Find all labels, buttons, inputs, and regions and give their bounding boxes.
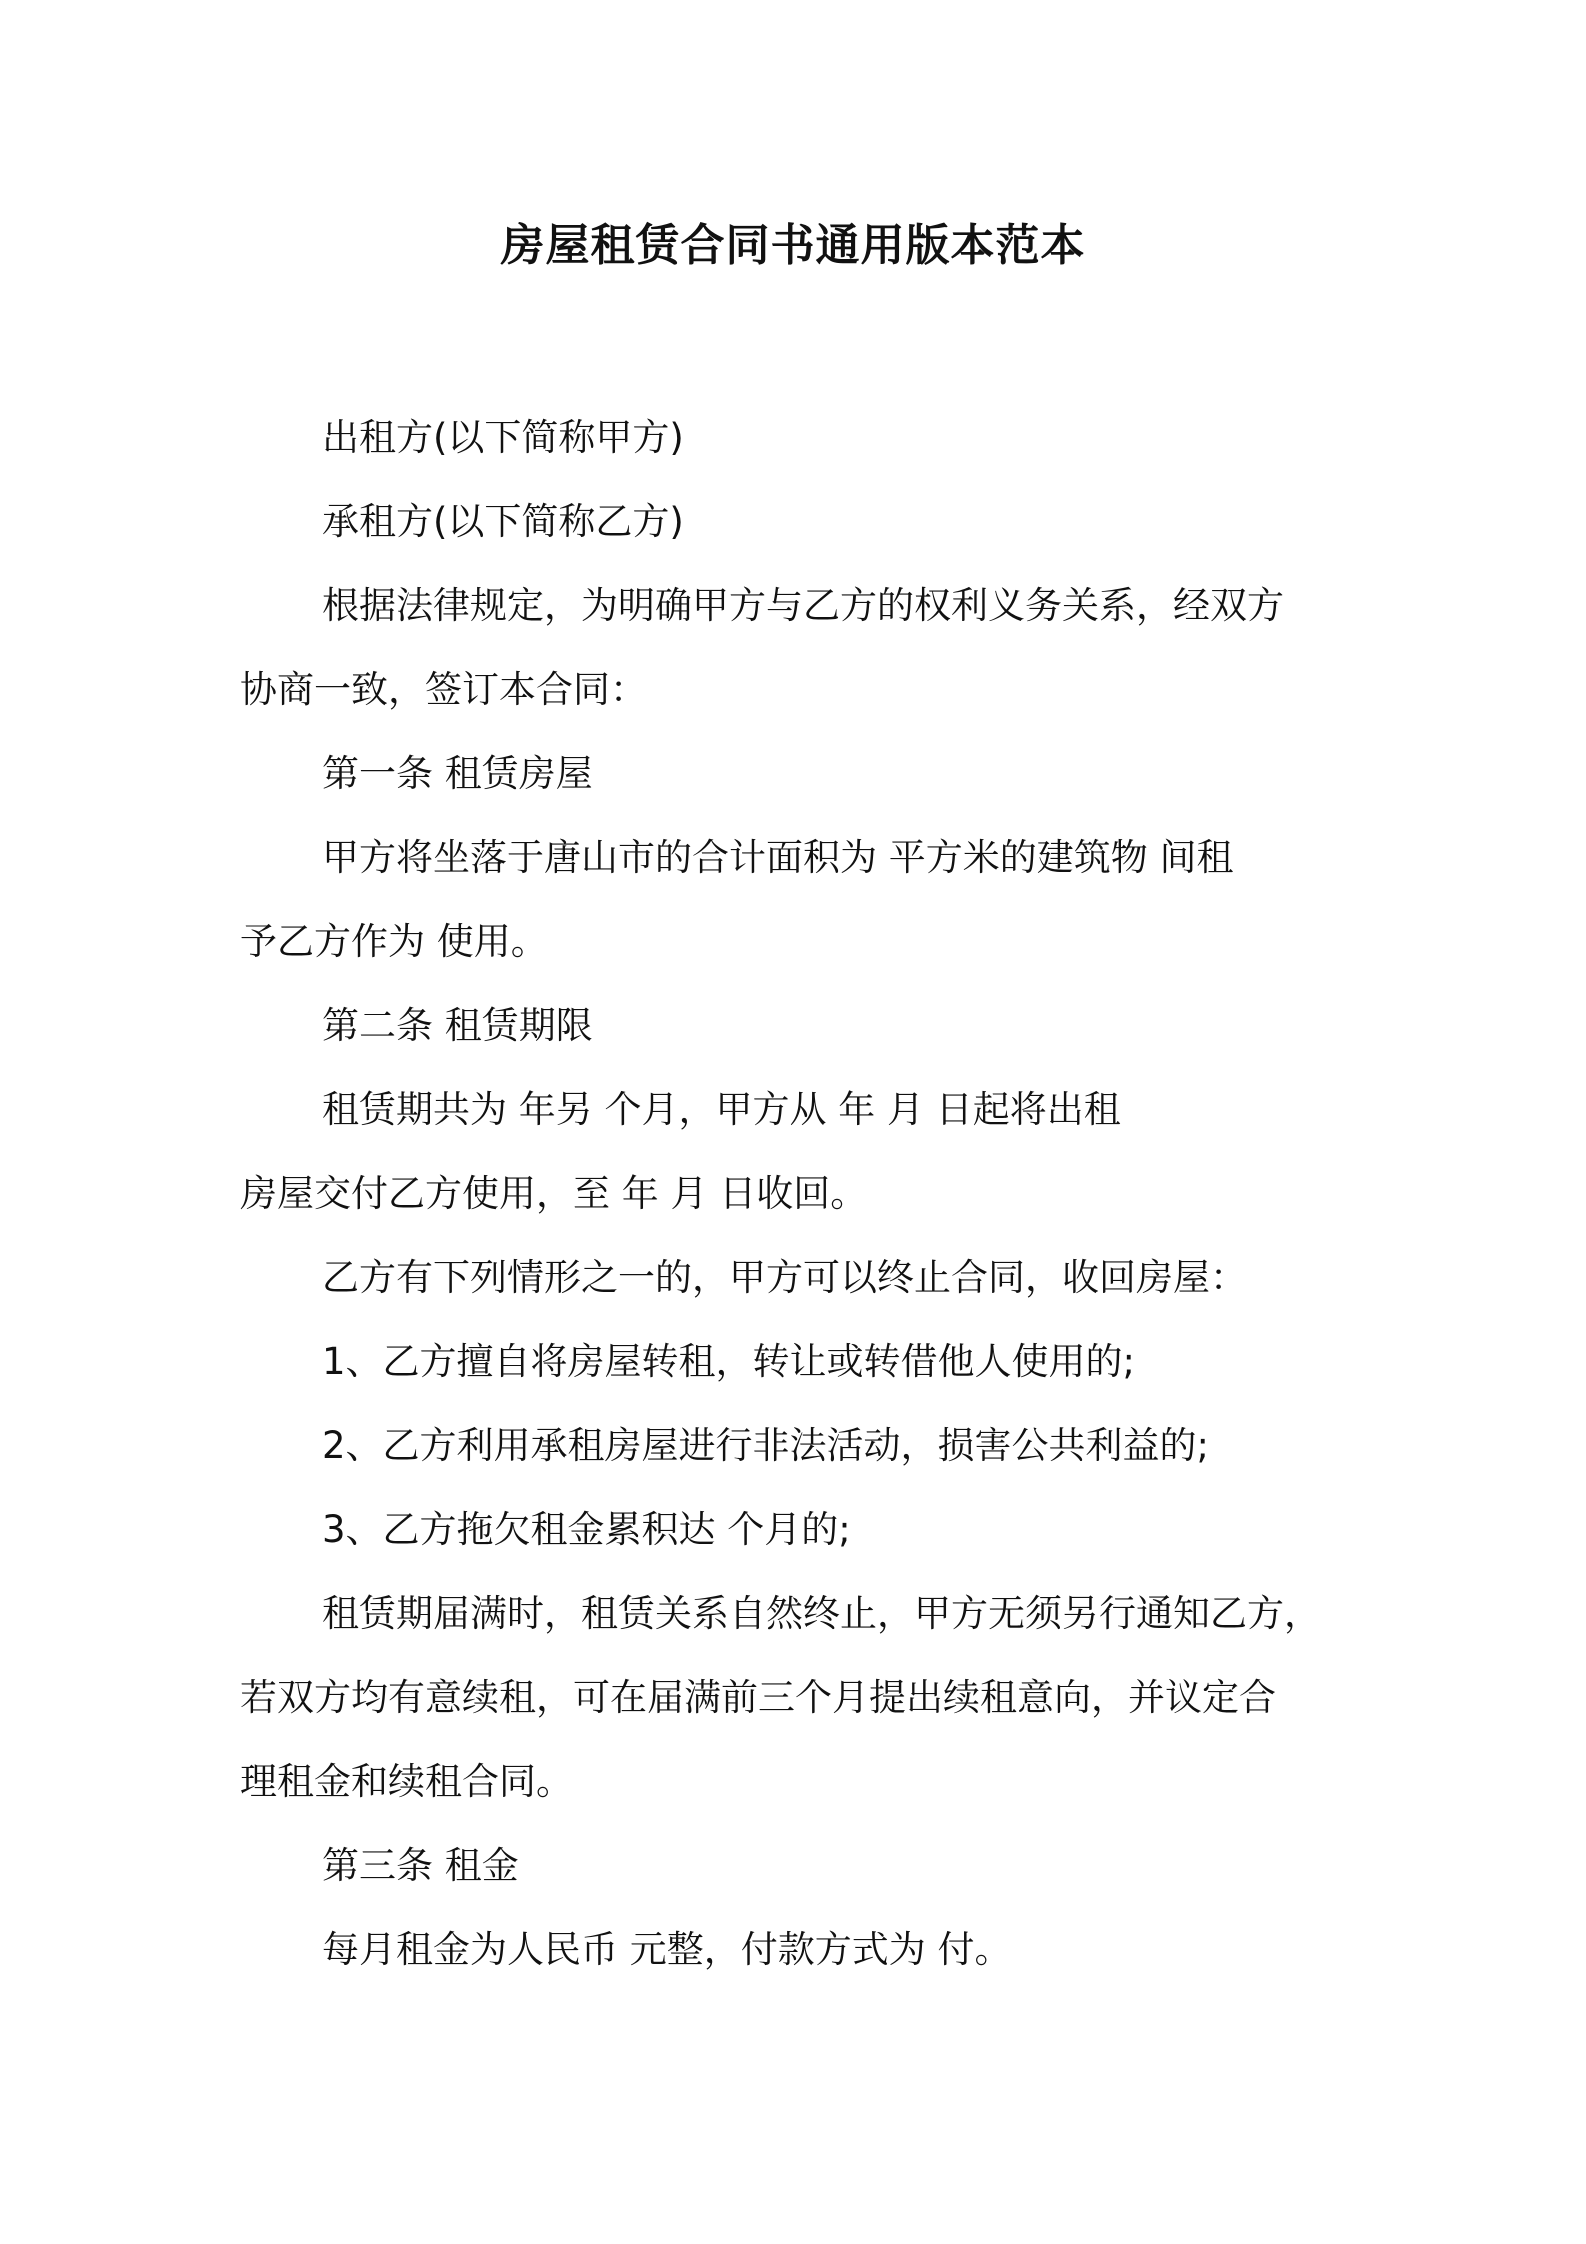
- article-1-text-1: 甲方将坐落于唐山市的合计面积为 平方米的建筑物 间租: [322, 836, 1234, 879]
- preamble-line-1: 根据法律规定，为明确甲方与乙方的权利义务关系，经双方: [322, 584, 1284, 627]
- termination-intro: 乙方有下列情形之一的，甲方可以终止合同，收回房屋：: [322, 1256, 1247, 1299]
- article-2-text-2: 房屋交付乙方使用，至 年 月 日收回。: [240, 1172, 868, 1215]
- document-title: 房屋租赁合同书通用版本范本: [500, 220, 1086, 271]
- article-1-heading: 第一条 租赁房屋: [322, 752, 593, 795]
- lessor-line: 出租方(以下简称甲方): [322, 416, 684, 459]
- termination-item-2: 2、乙方利用承租房屋进行非法活动，损害公共利益的;: [322, 1424, 1210, 1467]
- article-3-heading: 第三条 租金: [322, 1844, 519, 1887]
- article-1-text-2: 予乙方作为 使用。: [240, 920, 548, 963]
- termination-item-1: 1、乙方擅自将房屋转租，转让或转借他人使用的;: [322, 1340, 1136, 1383]
- lessee-line: 承租方(以下简称乙方): [322, 500, 684, 543]
- expiry-text-3: 理租金和续租合同。: [240, 1760, 573, 1803]
- expiry-text-2: 若双方均有意续租，可在届满前三个月提出续租意向，并议定合: [240, 1676, 1276, 1719]
- article-2-text-1: 租赁期共为 年另 个月，甲方从 年 月 日起将出租: [322, 1088, 1121, 1131]
- preamble-line-2: 协商一致，签订本合同：: [240, 668, 647, 711]
- article-2-heading: 第二条 租赁期限: [322, 1004, 593, 1047]
- article-3-text: 每月租金为人民币 元整，付款方式为 付。: [322, 1928, 1012, 1971]
- expiry-text-1: 租赁期届满时，租赁关系自然终止，甲方无须另行通知乙方，: [322, 1592, 1321, 1635]
- termination-item-3: 3、乙方拖欠租金累积达 个月的;: [322, 1508, 851, 1551]
